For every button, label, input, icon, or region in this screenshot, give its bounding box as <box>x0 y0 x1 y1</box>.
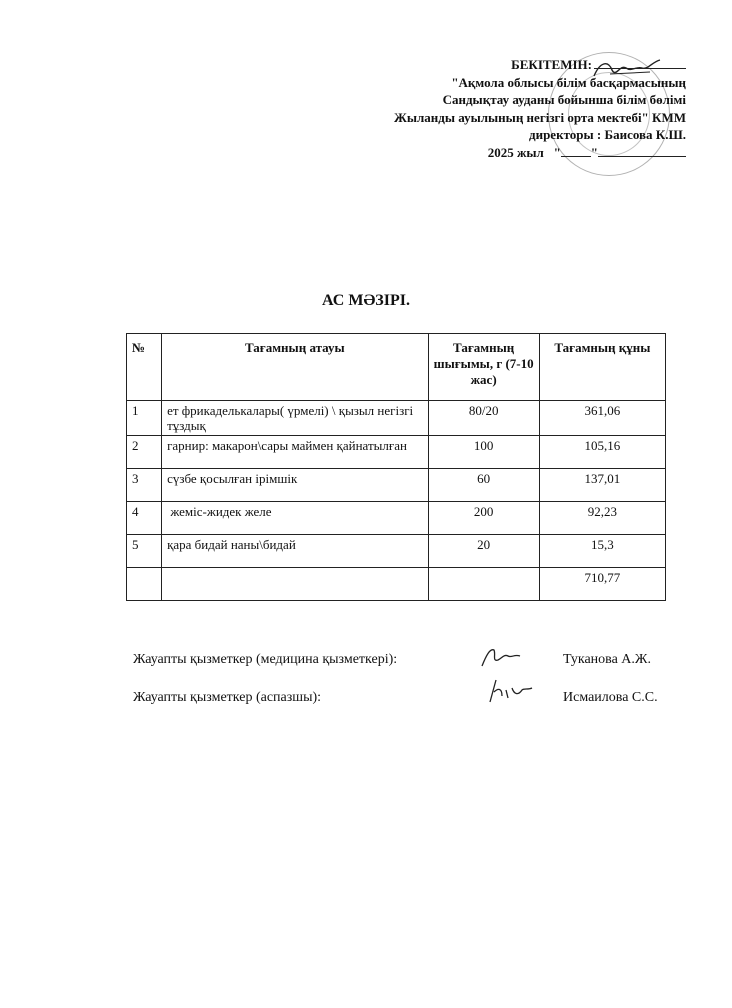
approval-date-quote-close: " <box>590 144 598 160</box>
row-dish-name: гарнир: макарон\сары маймен қайнатылған <box>162 436 428 469</box>
signature-role: Жауапты қызметкер (медицина қызметкері): <box>133 652 398 667</box>
row-weight: 60 <box>428 469 539 502</box>
approval-line-3: Жыланды ауылының негізгі орта мектебі" КММ <box>393 109 686 125</box>
total-empty-cell <box>162 568 428 601</box>
date-day-line <box>561 144 591 157</box>
row-dish-name: жеміс-жидек желе <box>162 502 428 535</box>
signature-row-cook <box>133 690 658 706</box>
table-header-row <box>127 334 666 401</box>
medical-signature <box>478 644 524 670</box>
header-dish-name: Тағамның атауы <box>162 334 428 401</box>
approval-date-year: 2025 жыл <box>487 144 544 160</box>
row-number: 5 <box>127 535 162 568</box>
table-row <box>127 436 666 469</box>
approval-date-line <box>306 144 686 162</box>
page-title: АС МӘЗІРІ. <box>322 292 410 309</box>
total-empty-cell <box>428 568 539 601</box>
signature-row-medical <box>133 652 651 668</box>
row-number: 1 <box>127 401 162 436</box>
row-weight: 200 <box>428 502 539 535</box>
row-weight: 20 <box>428 535 539 568</box>
row-dish-name: ет фрикаделькалары( үрмелі) \ қызыл негізгі тұздық <box>162 401 428 436</box>
table-row <box>127 535 666 568</box>
table-total-row <box>127 568 666 601</box>
date-month-line <box>598 144 686 157</box>
row-weight: 100 <box>428 436 539 469</box>
table-row <box>127 469 666 502</box>
row-price: 92,23 <box>539 502 665 535</box>
cook-signature <box>484 676 536 706</box>
total-price: 710,77 <box>539 568 665 601</box>
total-empty-cell <box>127 568 162 601</box>
row-number: 2 <box>127 436 162 469</box>
header-weight: Тағамның шығымы, г (7-10 жас) <box>428 334 539 401</box>
approval-line-2: Сандықтау ауданы бойынша білім бөлімі <box>442 92 686 107</box>
approval-line-4: директоры : Баисова К.Ш. <box>529 127 686 142</box>
header-number: № <box>127 334 162 401</box>
signature-name: Исмаилова С.С. <box>563 690 658 705</box>
approval-line-1: "Ақмола облысы білім басқармасының <box>451 74 686 90</box>
row-weight: 80/20 <box>428 401 539 436</box>
director-signature <box>590 56 670 84</box>
table-row <box>127 502 666 535</box>
row-price: 105,16 <box>539 436 665 469</box>
menu-table <box>126 333 666 601</box>
row-price: 361,06 <box>539 401 665 436</box>
table-row <box>127 401 666 436</box>
header-price: Тағамның құны <box>539 334 665 401</box>
row-dish-name: сүзбе қосылған ірімшік <box>162 469 428 502</box>
row-price: 137,01 <box>539 469 665 502</box>
row-number: 3 <box>127 469 162 502</box>
signature-role: Жауапты қызметкер (аспазшы): <box>133 690 322 705</box>
row-price: 15,3 <box>539 535 665 568</box>
signature-name: Туканова А.Ж. <box>563 652 651 667</box>
row-number: 4 <box>127 502 162 535</box>
row-dish-name: қара бидай наны\бидай <box>162 535 428 568</box>
approval-heading: БЕКІТЕМІН: <box>511 57 592 72</box>
approval-date-quote-open: " <box>553 144 561 160</box>
